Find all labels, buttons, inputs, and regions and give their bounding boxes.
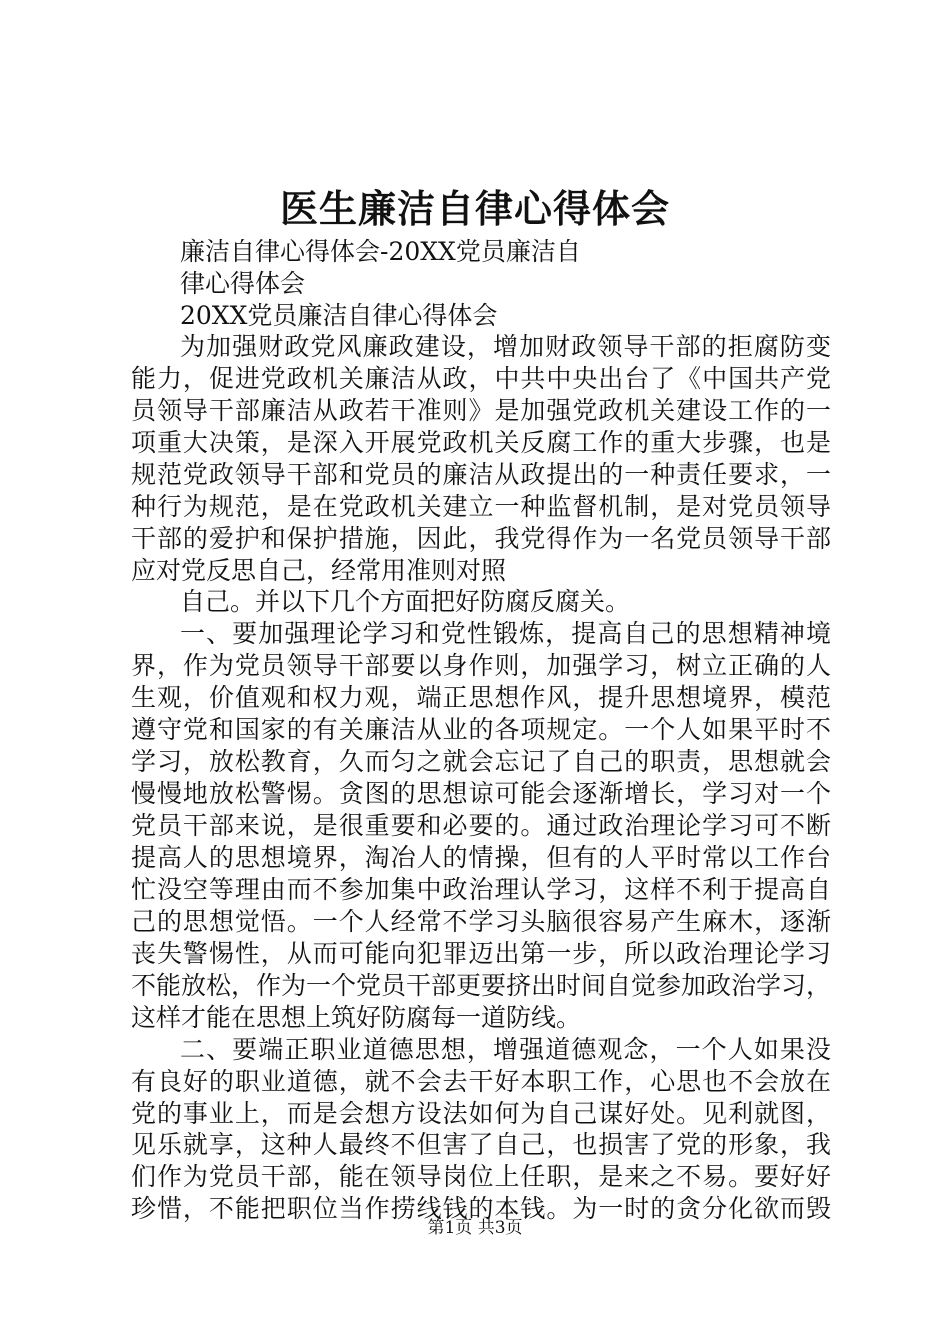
- text-line: 生观，价值观和权力观，端正思想作风，提升思想境界，模范: [131, 683, 831, 712]
- text-line: 律心得体会: [180, 269, 306, 298]
- text-line: 自己。并以下几个方面把好防腐反腐关。: [180, 587, 631, 616]
- text-line: 二、要端正职业道德思想，增强道德观念，一个人如果没: [180, 1035, 831, 1064]
- text-line: 员领导干部廉洁从政若干准则》是加强党政机关建设工作的一: [131, 396, 831, 425]
- text-line: 干部的爱护和保护措施，因此，我党得作为一名党员领导干部: [131, 524, 831, 553]
- text-line: 廉洁自律心得体会-20XX党员廉洁自: [180, 237, 581, 266]
- text-line: 党的事业上，而是会想方设法如何为自己谋好处。见利就图，: [131, 1098, 831, 1128]
- text-line: 遵守党和国家的有关廉洁从业的各项规定。一个人如果平时不: [131, 715, 831, 744]
- text-line: 能力，促进党政机关廉洁从政，中共中央出台了《中国共产党: [131, 364, 831, 393]
- text-line: 学习，放松教育，久而匀之就会忘记了自己的职责，思想就会: [131, 747, 831, 776]
- document-title: 医生廉洁自律心得体会: [279, 186, 670, 231]
- text-line: 见乐就享，这种人最终不但害了自己，也损害了党的形象，我: [131, 1130, 831, 1160]
- text-line: 党员干部来说，是很重要和必要的。通过政治理论学习可不断: [131, 811, 831, 840]
- text-line: 规范党政领导干部和党员的廉洁从政提出的一种责任要求，一: [131, 460, 831, 489]
- text-line: 为加强财政党风廉政建设，增加财政领导干部的拒腐防变: [180, 332, 831, 361]
- text-line: 己的思想觉悟。一个人经常不学习头脑很容易产生麻木，逐渐: [131, 907, 831, 936]
- text-line: 项重大决策，是深入开展党政机关反腐工作的重大步骤，也是: [131, 428, 831, 457]
- text-line: 忙没空等理由而不参加集中政治理认学习，这样不利于提高自: [131, 875, 831, 904]
- text-line: 丧失警惕性，从而可能向犯罪迈出第一步，所以政治理论学习: [131, 939, 831, 968]
- text-line: 界，作为党员领导干部要以身作则，加强学习，树立正确的人: [131, 651, 831, 680]
- text-line: 慢慢地放松警惕。贪图的思想谅可能会逐渐增长，学习对一个: [131, 779, 831, 808]
- text-line: 不能放松，作为一个党员干部更要挤出时间自觉参加政治学习，: [131, 971, 832, 1000]
- text-line: 20XX党员廉洁自律心得体会: [180, 301, 498, 330]
- page-footer: 第1页 共3页: [427, 1218, 523, 1238]
- text-line: 们作为党员干部，能在领导岗位上任职，是来之不易。要好好: [131, 1162, 831, 1192]
- text-line: 有良好的职业道德，就不会去干好本职工作，心思也不会放在: [131, 1066, 831, 1096]
- text-line: 这样才能在思想上筑好防腐每一道防线。: [131, 1003, 582, 1032]
- text-line: 珍惜，不能把职位当作捞线钱的本钱。为一时的贪分化欲而毁: [131, 1194, 831, 1223]
- text-line: 应对党反思自己，经常用准则对照: [131, 556, 507, 585]
- text-line: 一、要加强理论学习和党性锻炼，提高自己的思想精神境: [180, 619, 831, 648]
- text-line: 种行为规范，是在党政机关建立一种监督机制，是对党员领导: [131, 492, 831, 521]
- text-line: 提高人的思想境界，淘冶人的情操，但有的人平时常以工作台: [131, 843, 831, 872]
